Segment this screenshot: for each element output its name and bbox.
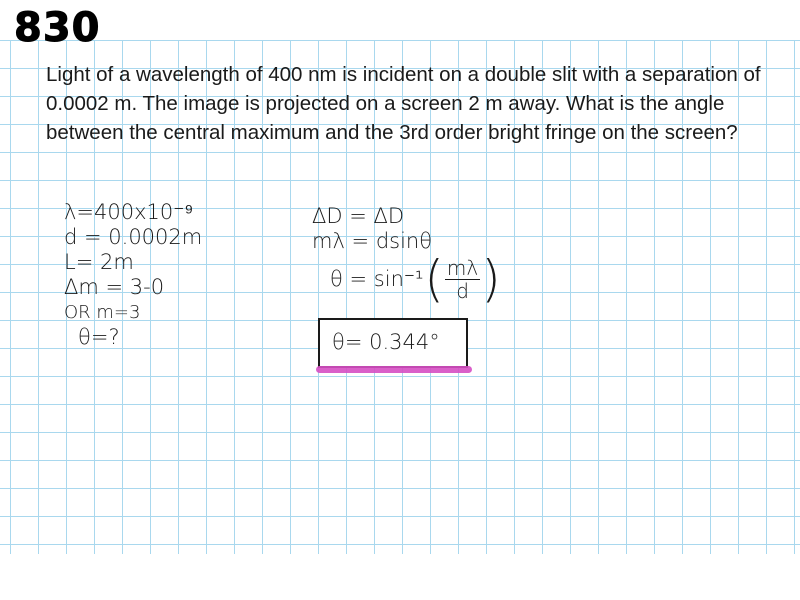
fraction-numerator: mλ	[446, 255, 479, 280]
left-paren: (	[424, 250, 444, 308]
answer-highlight-underline	[316, 366, 472, 373]
given-unknown-angle: θ=?	[78, 325, 120, 349]
inverse-sine-prefix: θ = sin⁻¹	[330, 266, 424, 291]
given-delta-m: Δm = 3-0	[64, 275, 165, 299]
work-step-solve-theta	[312, 250, 502, 308]
work-step-path-difference: ΔD = ΔD	[312, 204, 405, 228]
fraction-denominator: d	[456, 278, 469, 303]
work-steps-list	[312, 204, 502, 308]
work-step-bright-fringe-equation: mλ = dsinθ	[312, 229, 433, 253]
answer-box	[318, 318, 468, 368]
fraction	[445, 257, 480, 302]
final-answer: θ= 0.344°	[332, 330, 440, 354]
given-values-list	[64, 200, 202, 350]
problem-number: 830	[14, 5, 101, 51]
given-screen-distance: L= 2m	[64, 250, 134, 274]
given-slit-separation: d = 0.0002m	[64, 225, 203, 249]
right-paren: )	[481, 250, 501, 308]
problem-statement: Light of a wavelength of 400 nm is incident on a double slit with a separation of 0.0002 m. The image is projected on a screen 2 m away. What is the angle between the central maximum and the 3rd order bright fringe on the screen?	[46, 63, 761, 144]
given-order: OR m=3	[64, 302, 141, 323]
given-wavelength: λ=400x10⁻⁹	[64, 200, 194, 224]
